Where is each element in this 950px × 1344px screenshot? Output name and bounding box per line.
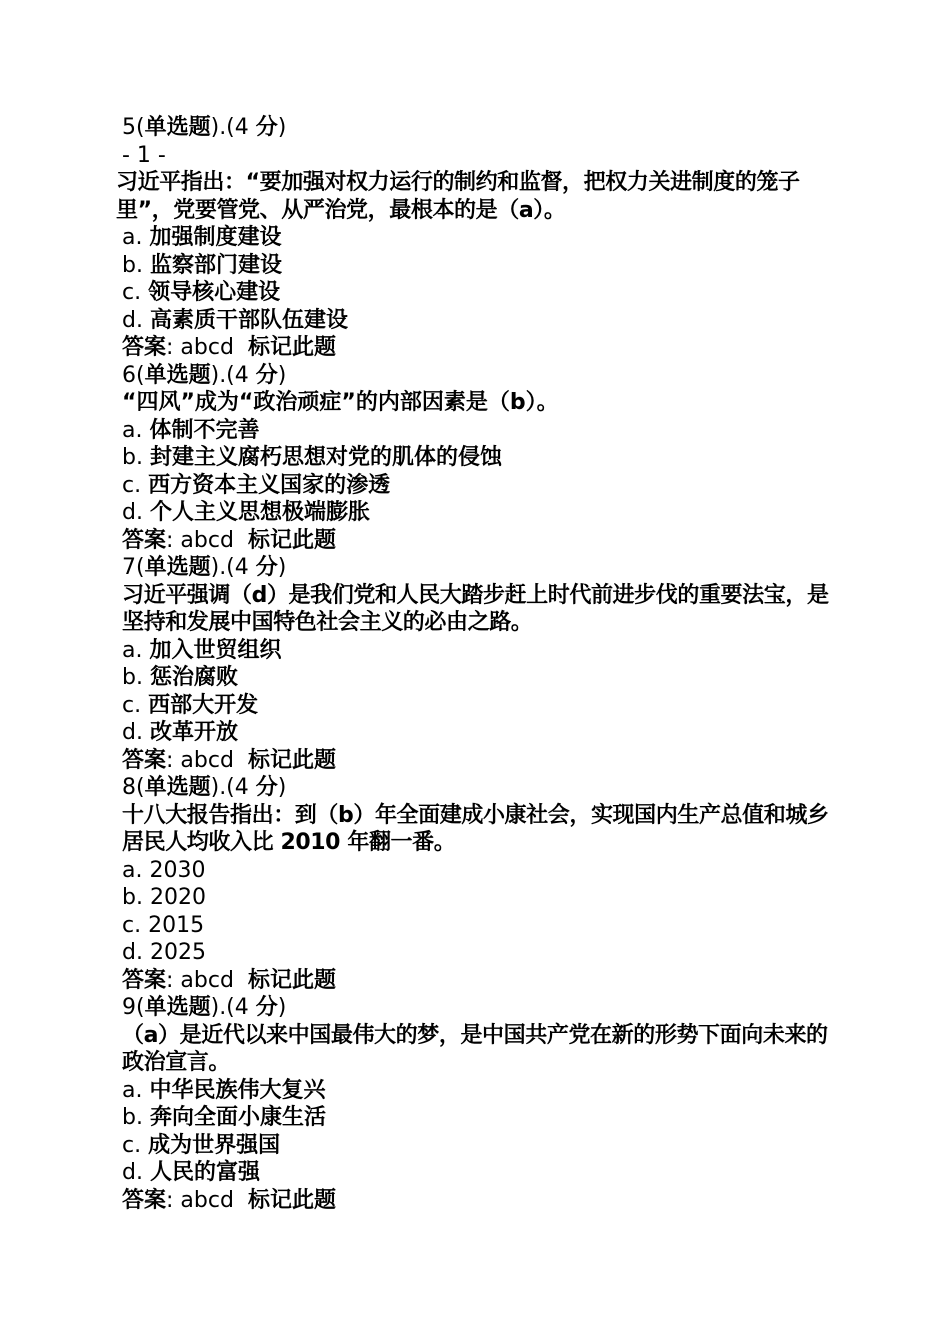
answer-value: : abcd bbox=[166, 967, 234, 993]
option-d[interactable]: d. 2025 bbox=[122, 940, 206, 965]
question-header: 5(单选题).(4 分) bbox=[122, 115, 287, 140]
mark-question-link[interactable]: 标记此题 bbox=[247, 967, 336, 993]
question-score: 4 bbox=[234, 775, 249, 800]
option-c[interactable]: c. 2015 bbox=[122, 912, 205, 938]
question-type: 单选题 bbox=[144, 775, 211, 800]
answer-label: 答案 bbox=[122, 747, 167, 773]
answer-label: 答案 bbox=[122, 967, 167, 993]
option-c[interactable]: c. 领导核心建设 bbox=[122, 280, 281, 305]
question-score: 4 bbox=[234, 995, 249, 1020]
page-number: - 1 - bbox=[122, 142, 166, 168]
option-d[interactable]: d. 个人主义思想极端膨胀 bbox=[122, 500, 370, 525]
answer-row bbox=[116, 334, 836, 362]
answer-row bbox=[116, 967, 836, 995]
question-5 bbox=[116, 114, 836, 362]
question-score: 4 bbox=[234, 115, 249, 140]
question-type: 单选题 bbox=[144, 362, 211, 388]
question-type: 单选题 bbox=[144, 995, 211, 1020]
mark-question-link[interactable]: 标记此题 bbox=[247, 335, 336, 360]
option-a[interactable]: a. 加入世贸组织 bbox=[122, 637, 282, 663]
question-number: 5 bbox=[122, 115, 136, 140]
question-type: 单选题 bbox=[144, 115, 211, 140]
answer-row bbox=[116, 1187, 836, 1215]
question-header: 8(单选题).(4 分) bbox=[122, 775, 287, 800]
question-score: 4 bbox=[234, 555, 249, 580]
option-a[interactable]: a. 加强制度建设 bbox=[122, 225, 282, 250]
answer-label: 答案 bbox=[122, 527, 167, 553]
option-b[interactable]: b. 奔向全面小康生活 bbox=[122, 1105, 326, 1130]
option-a[interactable]: a. 中华民族伟大复兴 bbox=[122, 1077, 326, 1103]
option-d[interactable]: d. 高素质干部队伍建设 bbox=[122, 307, 348, 333]
question-9 bbox=[116, 994, 836, 1214]
answer-label: 答案 bbox=[122, 335, 167, 360]
option-a[interactable]: a. 体制不完善 bbox=[122, 417, 260, 443]
option-b[interactable]: b. 2020 bbox=[122, 885, 206, 910]
question-header: 9(单选题).(4 分) bbox=[122, 995, 287, 1020]
mark-question-link[interactable]: 标记此题 bbox=[247, 527, 336, 553]
question-number: 7 bbox=[122, 555, 136, 580]
question-6 bbox=[116, 362, 836, 555]
option-c[interactable]: c. 西方资本主义国家的渗透 bbox=[122, 472, 391, 498]
question-header: 7(单选题).(4 分) bbox=[122, 555, 287, 580]
question-number: 8 bbox=[122, 775, 136, 800]
answer-value: : abcd bbox=[166, 1187, 234, 1213]
option-c[interactable]: c. 成为世界强国 bbox=[122, 1132, 281, 1158]
option-c[interactable]: c. 西部大开发 bbox=[122, 692, 259, 718]
answer-value: : abcd bbox=[166, 747, 234, 773]
mark-question-link[interactable]: 标记此题 bbox=[247, 1187, 336, 1213]
answer-label: 答案 bbox=[122, 1187, 167, 1213]
option-d[interactable]: d. 改革开放 bbox=[122, 720, 238, 745]
question-stem: 习近平强调（d）是我们党和人民大踏步赶上时代前进步伐的重要法宝，是坚持和发展中国特色社会主义的必由之路。 bbox=[122, 582, 829, 635]
question-score: 4 bbox=[234, 362, 249, 388]
option-b[interactable]: b. 惩治腐败 bbox=[122, 665, 238, 690]
question-header: 6(单选题).(4 分) bbox=[122, 362, 287, 388]
option-b[interactable]: b. 监察部门建设 bbox=[122, 252, 282, 278]
document-page bbox=[116, 114, 836, 1214]
answer-value: : abcd bbox=[166, 335, 234, 360]
question-7 bbox=[116, 554, 836, 774]
option-b[interactable]: b. 封建主义腐朽思想对党的肌体的侵蚀 bbox=[122, 445, 502, 470]
question-stem: 习近平指出：“要加强对权力运行的制约和监督，把权力关进制度的笼子里”，党要管党、从严治党，最根本的是（a）。 bbox=[116, 170, 800, 223]
question-type: 单选题 bbox=[144, 555, 211, 580]
question-number: 6 bbox=[122, 362, 136, 388]
question-8 bbox=[116, 774, 836, 994]
answer-row bbox=[116, 527, 836, 555]
option-d[interactable]: d. 人民的富强 bbox=[122, 1160, 260, 1185]
question-number: 9 bbox=[122, 995, 136, 1020]
option-a[interactable]: a. 2030 bbox=[122, 857, 206, 883]
question-stem: （a）是近代以来中国最伟大的梦，是中国共产党在新的形势下面向未来的政治宣言。 bbox=[122, 1022, 828, 1075]
answer-value: : abcd bbox=[166, 527, 234, 553]
question-stem: 十八大报告指出：到（b）年全面建成小康社会，实现国内生产总值和城乡居民人均收入比 2010 年翻一番。 bbox=[122, 802, 829, 855]
answer-row bbox=[116, 747, 836, 775]
mark-question-link[interactable]: 标记此题 bbox=[247, 747, 336, 773]
question-stem: “四风”成为“政治顽症”的内部因素是（b）。 bbox=[122, 390, 559, 415]
